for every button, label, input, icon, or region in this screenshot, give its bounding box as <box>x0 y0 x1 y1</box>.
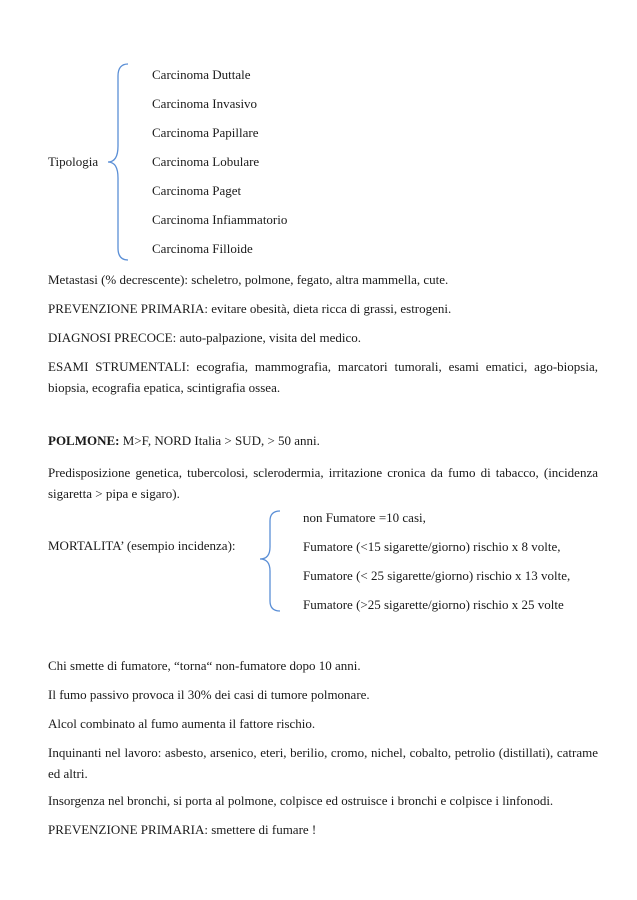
tipologia-item: Carcinoma Invasivo <box>152 96 258 111</box>
tipologia-item: Carcinoma Infiammatorio <box>152 212 288 227</box>
prevenzione-primaria-paragraph: PREVENZIONE PRIMARIA: evitare obesità, dieta ricca di grassi, estrogeni. <box>48 301 452 316</box>
smettere-paragraph: Chi smette di fumatore, “torna“ non-fumatore dopo 10 anni. <box>48 658 361 673</box>
tipologia-item: Carcinoma Filloide <box>152 241 253 256</box>
mortalita-item: Fumatore (<15 sigarette/giorno) rischio x 8 volte, <box>303 539 561 554</box>
insorgenza-paragraph: Insorgenza nel bronchi, si porta al polmone, colpisce ed ostruisce i bronchi e colpisce i linfonodi. <box>48 793 554 808</box>
alcol-paragraph: Alcol combinato al fumo aumenta il fattore rischio. <box>48 716 316 731</box>
inquinanti-paragraph: Inquinanti nel lavoro: asbesto, arsenico, eteri, berilio, cromo, nichel, cobalto, petrolio (distillati), catrame ed altri. <box>48 745 598 781</box>
fumo-passivo-paragraph: Il fumo passivo provoca il 30% dei casi di tumore polmonare. <box>48 687 370 702</box>
polmone-heading-line <box>48 433 320 449</box>
prevenzione-fumo-paragraph: PREVENZIONE PRIMARIA: smettere di fumare ! <box>48 822 317 837</box>
polmone-heading-rest: M>F, NORD Italia > SUD, > 50 anni. <box>119 433 320 448</box>
esami-strumentali-paragraph: ESAMI STRUMENTALI: ecografia, mammografia, marcatori tumorali, esami ematici, ago-biopsia, biopsia, ecografia epatica, scintigrafia ossea. <box>48 359 598 395</box>
polmone-heading: POLMONE: <box>48 433 120 448</box>
metastasi-paragraph: Metastasi (% decrescente): scheletro, polmone, fegato, altra mammella, cute. <box>48 272 449 287</box>
tipologia-item: Carcinoma Lobulare <box>152 154 260 169</box>
mortalita-item: non Fumatore =10 casi, <box>303 510 426 525</box>
tipologia-item: Carcinoma Paget <box>152 183 242 198</box>
mortalita-brace <box>258 509 298 613</box>
tipologia-item: Carcinoma Papillare <box>152 125 259 140</box>
mortalita-item: Fumatore (>25 sigarette/giorno) rischio x 25 volte <box>303 597 564 612</box>
diagnosi-precoce-paragraph: DIAGNOSI PRECOCE: auto-palpazione, visita del medico. <box>48 330 362 345</box>
mortalita-label: MORTALITA’ (esempio incidenza): <box>48 538 236 553</box>
predisposizione-paragraph: Predisposizione genetica, tubercolosi, sclerodermia, irritazione cronica da fumo di tabacco, (incidenza sigaretta > pipa e sigaro). <box>48 465 598 501</box>
mortalita-item: Fumatore (< 25 sigarette/giorno) rischio x 13 volte, <box>303 568 571 583</box>
tipologia-brace <box>106 62 146 262</box>
tipologia-label: Tipologia <box>48 154 99 169</box>
tipologia-item: Carcinoma Duttale <box>152 67 251 82</box>
